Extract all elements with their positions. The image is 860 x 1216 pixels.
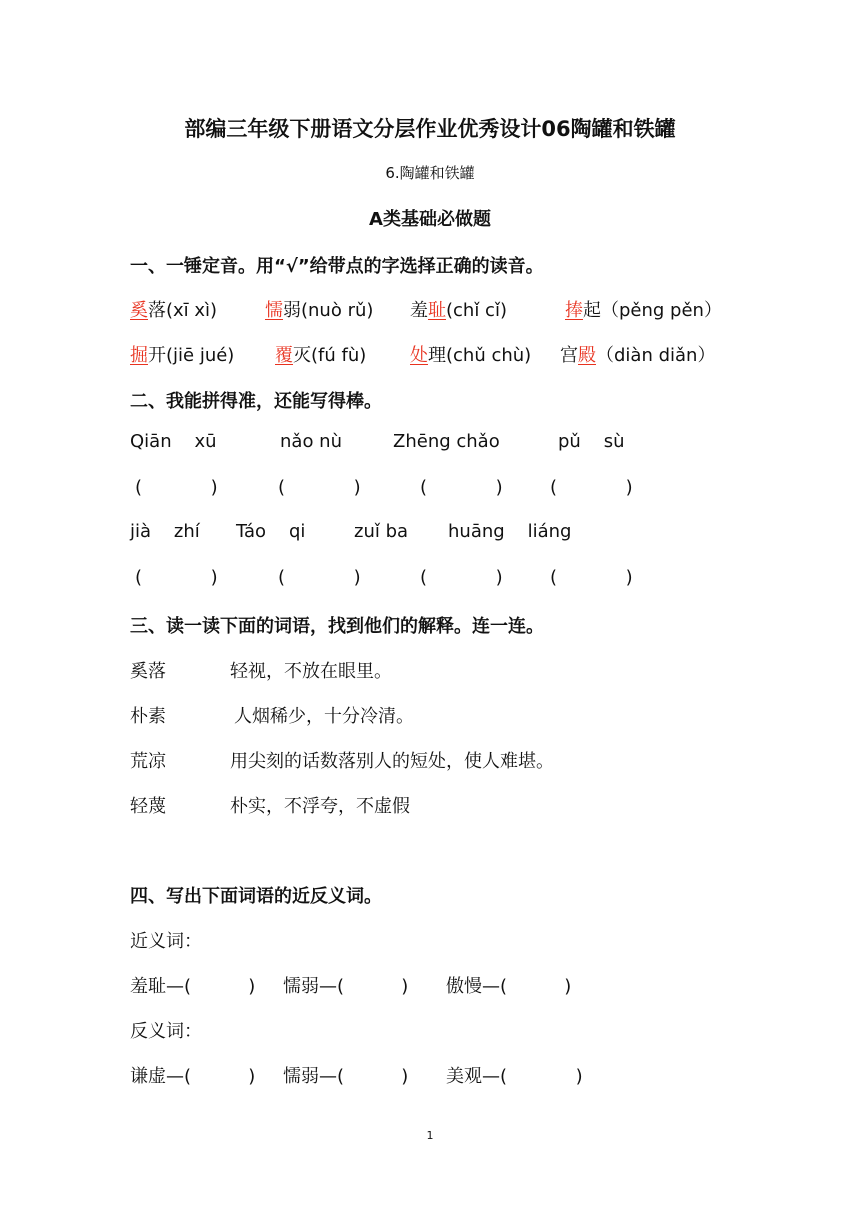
synonym-item: 羞耻—( ) bbox=[130, 976, 256, 997]
q1-item: 掘开(jiē jué) bbox=[130, 345, 235, 366]
answer-blank: ( ) bbox=[278, 477, 361, 498]
lesson-subtitle: 6.陶罐和铁罐 bbox=[385, 164, 475, 182]
pinyin: zuǐ ba bbox=[354, 521, 409, 542]
vocab-word: 荒凉 bbox=[130, 751, 166, 772]
page-title: 部编三年级下册语文分层作业优秀设计06陶罐和铁罐 bbox=[184, 117, 676, 141]
q1-item: 处理(chǔ chù) bbox=[410, 345, 532, 366]
vocab-word: 轻蔑 bbox=[130, 796, 166, 817]
dotted-char: 殿 bbox=[578, 345, 596, 366]
q1-item: 捧起（pěng pěn） bbox=[565, 300, 722, 321]
dotted-char: 覆 bbox=[275, 345, 293, 366]
synonym-label: 近义词： bbox=[130, 931, 202, 952]
answer-blank: ( ) bbox=[135, 567, 218, 588]
synonym-item: 傲慢—( ) bbox=[446, 976, 572, 997]
q1-item: 懦弱(nuò rǔ) bbox=[265, 300, 374, 321]
antonym-item: 美观—( ) bbox=[446, 1066, 583, 1087]
dotted-char: 掘 bbox=[130, 345, 148, 366]
answer-blank: ( ) bbox=[420, 567, 503, 588]
pinyin: jià zhí bbox=[130, 521, 200, 542]
answer-blank: ( ) bbox=[135, 477, 218, 498]
antonym-item: 懦弱—( ) bbox=[283, 1066, 409, 1087]
q1-item: 奚落(xī xì) bbox=[130, 300, 218, 321]
q1-item: 羞耻(chǐ cǐ) bbox=[410, 300, 507, 321]
synonym-item: 懦弱—( ) bbox=[283, 976, 409, 997]
antonym-label: 反义词： bbox=[130, 1021, 202, 1042]
pinyin: Qiān xū bbox=[130, 431, 217, 452]
vocab-word: 奚落 bbox=[130, 661, 166, 682]
q1-item: 宫殿（diàn diǎn） bbox=[560, 345, 716, 366]
vocab-meaning: 人烟稀少，十分冷清。 bbox=[234, 706, 414, 727]
answer-blank: ( ) bbox=[420, 477, 503, 498]
pinyin: huāng liáng bbox=[448, 521, 572, 542]
vocab-meaning: 轻视，不放在眼里。 bbox=[230, 661, 392, 682]
q3-heading: 三、读一读下面的词语，找到他们的解释。连一连。 bbox=[130, 616, 544, 637]
q4-heading: 四、写出下面词语的近反义词。 bbox=[130, 886, 382, 907]
answer-blank: ( ) bbox=[550, 567, 633, 588]
dotted-char: 捧 bbox=[565, 300, 583, 321]
vocab-meaning: 用尖刻的话数落别人的短处，使人难堪。 bbox=[230, 751, 554, 772]
pinyin: Táo qi bbox=[236, 521, 306, 542]
q2-heading: 二、我能拼得准，还能写得棒。 bbox=[130, 391, 382, 412]
dotted-char: 奚 bbox=[130, 300, 148, 321]
pinyin: Zhēng chǎo bbox=[393, 431, 500, 452]
q1-heading: 一、一锤定音。用“√”给带点的字选择正确的读音。 bbox=[130, 256, 544, 277]
page-number: 1 bbox=[426, 1129, 434, 1142]
section-a-heading: A类基础必做题 bbox=[369, 209, 491, 230]
answer-blank: ( ) bbox=[278, 567, 361, 588]
pinyin: pǔ sù bbox=[558, 431, 625, 452]
q1-item: 覆灭(fú fù) bbox=[275, 345, 367, 366]
answer-blank: ( ) bbox=[550, 477, 633, 498]
dotted-char: 耻 bbox=[428, 300, 446, 321]
dotted-char: 处 bbox=[410, 345, 428, 366]
pinyin: nǎo nù bbox=[280, 431, 342, 452]
vocab-word: 朴素 bbox=[130, 706, 166, 727]
antonym-item: 谦虚—( ) bbox=[130, 1066, 256, 1087]
vocab-meaning: 朴实，不浮夸，不虚假 bbox=[230, 796, 410, 817]
dotted-char: 懦 bbox=[265, 300, 283, 321]
